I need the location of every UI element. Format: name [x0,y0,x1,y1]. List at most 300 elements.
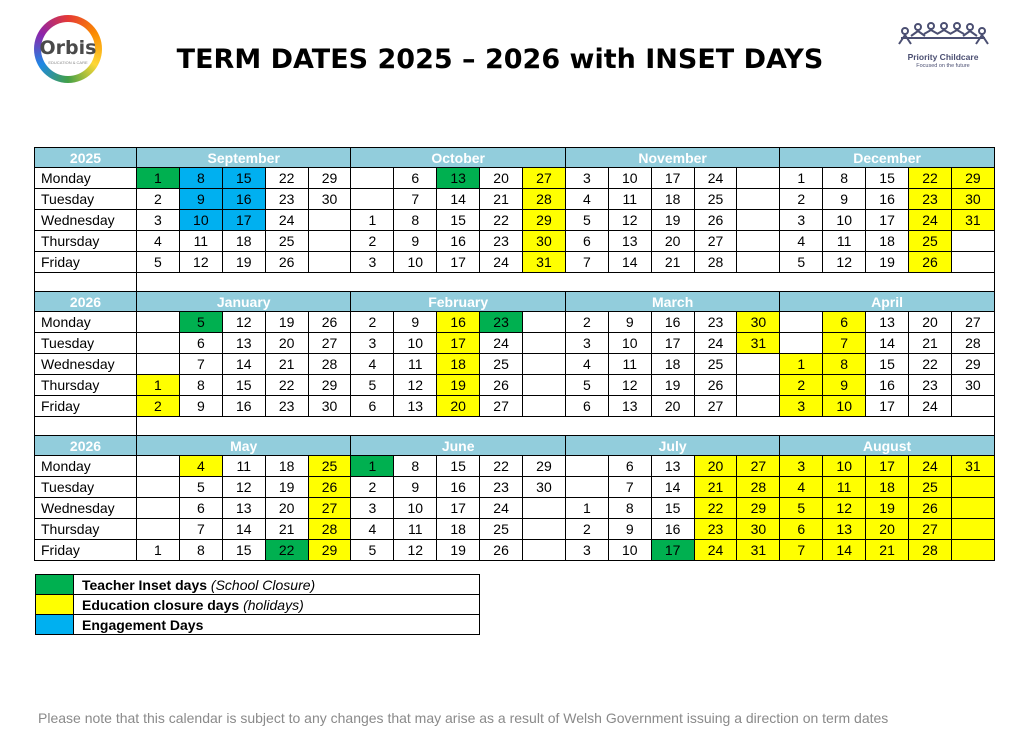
month-header: December [780,148,994,168]
date-cell [523,375,566,396]
date-cell: 25 [308,456,351,477]
day-row [35,540,995,561]
date-cell: 27 [909,519,952,540]
date-cell: 1 [780,168,823,189]
date-cell: 30 [308,189,351,210]
date-cell: 5 [179,477,222,498]
date-cell: 26 [909,252,952,273]
date-cell: 29 [523,210,566,231]
date-cell [737,375,780,396]
day-row [35,456,995,477]
date-cell: 5 [565,375,608,396]
day-label: Tuesday [35,333,137,354]
date-cell: 7 [823,333,866,354]
date-cell: 29 [308,540,351,561]
orbis-logo-subtext: EDUCATION & CARE [48,60,88,65]
date-cell: 13 [222,333,265,354]
date-cell: 9 [179,396,222,417]
day-label: Wednesday [35,210,137,231]
legend-item [36,575,480,595]
legend-item [36,615,480,635]
term-dates-calendar [34,147,995,561]
month-header: May [137,436,351,456]
date-cell: 3 [565,168,608,189]
day-label: Wednesday [35,498,137,519]
legend [35,574,480,635]
date-cell: 10 [179,210,222,231]
month-header: January [137,292,351,312]
date-cell: 27 [308,333,351,354]
date-cell: 14 [866,333,909,354]
date-cell [523,519,566,540]
date-cell: 3 [351,333,394,354]
day-label: Wednesday [35,354,137,375]
date-cell: 24 [909,396,952,417]
date-cell: 18 [651,354,694,375]
date-cell: 17 [866,456,909,477]
date-cell: 19 [866,252,909,273]
date-cell [137,477,180,498]
date-cell: 15 [866,354,909,375]
date-cell: 3 [565,333,608,354]
date-cell: 25 [480,354,523,375]
date-cell: 19 [222,252,265,273]
month-header: July [565,436,779,456]
date-cell: 21 [265,519,308,540]
date-cell: 18 [265,456,308,477]
date-cell: 1 [351,210,394,231]
date-cell: 25 [694,354,737,375]
date-cell: 20 [909,312,952,333]
date-cell: 5 [137,252,180,273]
date-cell: 29 [308,168,351,189]
legend-label-bold: Engagement Days [82,616,204,633]
legend-item [36,595,480,615]
date-cell: 16 [651,312,694,333]
date-cell: 25 [909,477,952,498]
day-label: Tuesday [35,189,137,210]
date-cell: 22 [480,210,523,231]
date-cell: 17 [222,210,265,231]
date-cell: 18 [437,519,480,540]
date-cell: 22 [265,540,308,561]
date-cell: 12 [823,252,866,273]
date-cell: 9 [608,312,651,333]
date-cell: 8 [179,375,222,396]
date-cell: 27 [523,168,566,189]
date-cell: 28 [523,189,566,210]
day-row [35,252,995,273]
date-cell: 17 [866,396,909,417]
date-cell [137,312,180,333]
legend-label-italic: (holidays) [243,596,304,613]
date-cell [737,252,780,273]
date-cell [951,519,994,540]
date-cell: 28 [951,333,994,354]
date-cell: 27 [951,312,994,333]
date-cell [351,168,394,189]
date-cell [523,396,566,417]
date-cell [951,396,994,417]
date-cell: 16 [437,477,480,498]
date-cell: 15 [651,498,694,519]
date-cell: 19 [437,540,480,561]
date-cell: 7 [565,252,608,273]
date-cell: 26 [694,375,737,396]
date-cell [137,354,180,375]
date-cell: 25 [480,519,523,540]
date-cell: 24 [265,210,308,231]
date-cell: 28 [308,354,351,375]
date-cell: 14 [823,540,866,561]
date-cell: 2 [351,312,394,333]
date-cell: 21 [651,252,694,273]
day-label: Monday [35,312,137,333]
day-label: Thursday [35,375,137,396]
day-row [35,375,995,396]
day-row [35,210,995,231]
date-cell: 23 [265,189,308,210]
month-header: August [780,436,994,456]
date-cell [137,333,180,354]
legend-swatch [36,575,74,595]
year-header: 2026 [35,292,137,312]
date-cell: 17 [866,210,909,231]
date-cell [137,519,180,540]
date-cell: 9 [608,519,651,540]
date-cell: 16 [866,189,909,210]
date-cell: 2 [565,519,608,540]
date-cell: 19 [651,375,694,396]
date-cell: 5 [780,498,823,519]
date-cell: 4 [780,477,823,498]
date-cell: 20 [651,396,694,417]
date-cell: 30 [737,519,780,540]
date-cell: 25 [909,231,952,252]
date-cell: 20 [480,168,523,189]
date-cell: 5 [179,312,222,333]
date-cell: 24 [909,210,952,231]
date-cell: 21 [866,540,909,561]
date-cell: 10 [823,396,866,417]
date-cell [523,312,566,333]
legend-label [74,595,480,615]
date-cell: 3 [137,210,180,231]
date-cell: 11 [608,354,651,375]
date-cell: 16 [222,189,265,210]
date-cell: 22 [909,354,952,375]
date-cell: 23 [265,396,308,417]
date-cell: 10 [394,498,437,519]
date-cell: 6 [823,312,866,333]
date-cell [737,354,780,375]
date-cell: 9 [394,477,437,498]
date-cell: 27 [694,231,737,252]
date-cell: 21 [694,477,737,498]
date-cell: 3 [780,210,823,231]
date-cell: 27 [694,396,737,417]
day-label: Tuesday [35,477,137,498]
date-cell: 6 [565,396,608,417]
date-cell: 20 [265,498,308,519]
legend-label [74,575,480,595]
priority-childcare-name: Priority Childcare [907,52,979,62]
date-cell: 14 [222,354,265,375]
date-cell: 26 [694,210,737,231]
date-cell: 16 [437,312,480,333]
date-cell: 19 [651,210,694,231]
legend-swatch [36,615,74,635]
date-cell: 9 [823,375,866,396]
date-cell: 10 [394,333,437,354]
date-cell: 2 [565,312,608,333]
date-cell: 25 [694,189,737,210]
date-cell: 20 [651,231,694,252]
date-cell: 23 [909,189,952,210]
day-label: Friday [35,252,137,273]
date-cell: 5 [565,210,608,231]
date-cell: 17 [651,540,694,561]
date-cell: 7 [780,540,823,561]
date-cell: 20 [866,519,909,540]
date-cell: 18 [866,477,909,498]
date-cell [737,231,780,252]
page-title: TERM DATES 2025 – 2026 with INSET DAYS [176,44,824,75]
date-cell: 19 [265,312,308,333]
date-cell [308,252,351,273]
day-label: Monday [35,168,137,189]
date-cell: 28 [909,540,952,561]
date-cell: 1 [137,168,180,189]
date-cell: 5 [780,252,823,273]
date-cell: 27 [480,396,523,417]
date-cell: 12 [608,210,651,231]
date-cell: 18 [222,231,265,252]
date-cell: 24 [909,456,952,477]
date-cell: 23 [694,312,737,333]
date-cell: 24 [480,498,523,519]
date-cell: 15 [866,168,909,189]
date-cell: 4 [565,189,608,210]
date-cell: 2 [351,231,394,252]
legend-label-bold: Education closure days [82,596,240,613]
date-cell: 12 [394,540,437,561]
date-cell: 7 [179,519,222,540]
date-cell: 23 [480,231,523,252]
date-cell: 23 [909,375,952,396]
date-cell: 17 [651,168,694,189]
date-cell: 16 [866,375,909,396]
date-cell: 1 [351,456,394,477]
date-cell: 11 [179,231,222,252]
date-cell: 6 [780,519,823,540]
month-header: June [351,436,565,456]
date-cell: 12 [823,498,866,519]
month-header: September [137,148,351,168]
calendar-table [34,147,995,561]
day-row [35,312,995,333]
date-cell: 4 [137,231,180,252]
day-label: Thursday [35,231,137,252]
date-cell: 17 [437,252,480,273]
year-header: 2026 [35,436,137,456]
date-cell: 5 [351,375,394,396]
date-cell: 21 [909,333,952,354]
date-cell: 28 [694,252,737,273]
date-cell: 24 [480,333,523,354]
date-cell: 12 [179,252,222,273]
date-cell: 1 [137,540,180,561]
date-cell: 23 [480,477,523,498]
date-cell: 29 [951,168,994,189]
date-cell: 15 [437,210,480,231]
date-cell [737,168,780,189]
date-cell: 30 [523,231,566,252]
date-cell: 1 [137,375,180,396]
date-cell: 18 [651,189,694,210]
date-cell: 8 [179,168,222,189]
priority-childcare-logo [893,22,993,72]
date-cell: 28 [308,519,351,540]
date-cell: 22 [694,498,737,519]
footnote: Please note that this calendar is subject to any changes that may arise as a result of Welsh Government issuing a direction on term dates [38,710,889,726]
date-cell: 12 [608,375,651,396]
date-cell: 13 [608,231,651,252]
date-cell: 31 [737,540,780,561]
block-header-row [35,436,995,456]
date-cell [308,231,351,252]
date-cell: 4 [565,354,608,375]
date-cell [351,189,394,210]
date-cell: 30 [951,189,994,210]
date-cell [951,540,994,561]
date-cell: 2 [351,477,394,498]
date-cell: 10 [608,540,651,561]
date-cell: 14 [222,519,265,540]
date-cell: 9 [394,312,437,333]
date-cell: 12 [222,312,265,333]
date-cell: 8 [179,540,222,561]
date-cell: 26 [909,498,952,519]
date-cell: 23 [480,312,523,333]
date-cell: 11 [222,456,265,477]
date-cell: 26 [265,252,308,273]
legend-swatch [36,595,74,615]
date-cell [780,333,823,354]
date-cell: 30 [951,375,994,396]
date-cell: 2 [137,189,180,210]
block-header-row [35,292,995,312]
date-cell [951,498,994,519]
date-cell: 10 [823,456,866,477]
date-cell: 24 [694,168,737,189]
date-cell: 6 [565,231,608,252]
date-cell: 21 [265,354,308,375]
date-cell: 24 [694,333,737,354]
date-cell [737,396,780,417]
date-cell: 4 [179,456,222,477]
day-label: Monday [35,456,137,477]
orbis-logo-text: Orbis [39,37,97,59]
day-label: Friday [35,396,137,417]
people-chain-icon [897,22,989,50]
spacer-row [35,273,995,292]
date-cell: 11 [394,354,437,375]
date-cell: 11 [608,189,651,210]
date-cell: 2 [137,396,180,417]
priority-childcare-tagline: Focused on the future [916,63,970,69]
date-cell: 19 [437,375,480,396]
date-cell: 1 [565,498,608,519]
date-cell: 14 [651,477,694,498]
date-cell: 8 [823,354,866,375]
date-cell: 7 [394,189,437,210]
date-cell: 25 [265,231,308,252]
date-cell [308,210,351,231]
date-cell: 29 [737,498,780,519]
month-header: April [780,292,994,312]
date-cell [951,477,994,498]
date-cell: 3 [780,456,823,477]
month-header: March [565,292,779,312]
date-cell: 12 [222,477,265,498]
date-cell: 31 [951,456,994,477]
date-cell: 29 [308,375,351,396]
date-cell: 26 [480,540,523,561]
date-cell: 16 [651,519,694,540]
day-row [35,477,995,498]
date-cell: 6 [394,168,437,189]
date-cell: 27 [308,498,351,519]
month-header: February [351,292,565,312]
day-row [35,333,995,354]
date-cell [523,354,566,375]
date-cell: 14 [608,252,651,273]
date-cell: 7 [608,477,651,498]
date-cell: 10 [608,333,651,354]
date-cell: 19 [265,477,308,498]
date-cell: 9 [394,231,437,252]
date-cell: 16 [222,396,265,417]
date-cell: 8 [608,498,651,519]
legend-label [74,615,480,635]
date-cell: 17 [437,498,480,519]
date-cell [523,540,566,561]
date-cell: 3 [351,498,394,519]
date-cell: 11 [394,519,437,540]
date-cell: 19 [866,498,909,519]
date-cell: 9 [823,189,866,210]
day-row [35,396,995,417]
date-cell: 24 [694,540,737,561]
date-cell: 26 [308,477,351,498]
month-header: October [351,148,565,168]
month-header: November [565,148,779,168]
date-cell [523,498,566,519]
date-cell: 6 [179,498,222,519]
date-cell: 8 [394,210,437,231]
date-cell: 27 [737,456,780,477]
block-header-row [35,148,995,168]
date-cell: 8 [823,168,866,189]
date-cell: 15 [222,540,265,561]
date-cell: 30 [308,396,351,417]
date-cell: 2 [780,189,823,210]
date-cell: 7 [179,354,222,375]
date-cell: 10 [394,252,437,273]
date-cell: 22 [265,375,308,396]
date-cell: 15 [222,375,265,396]
